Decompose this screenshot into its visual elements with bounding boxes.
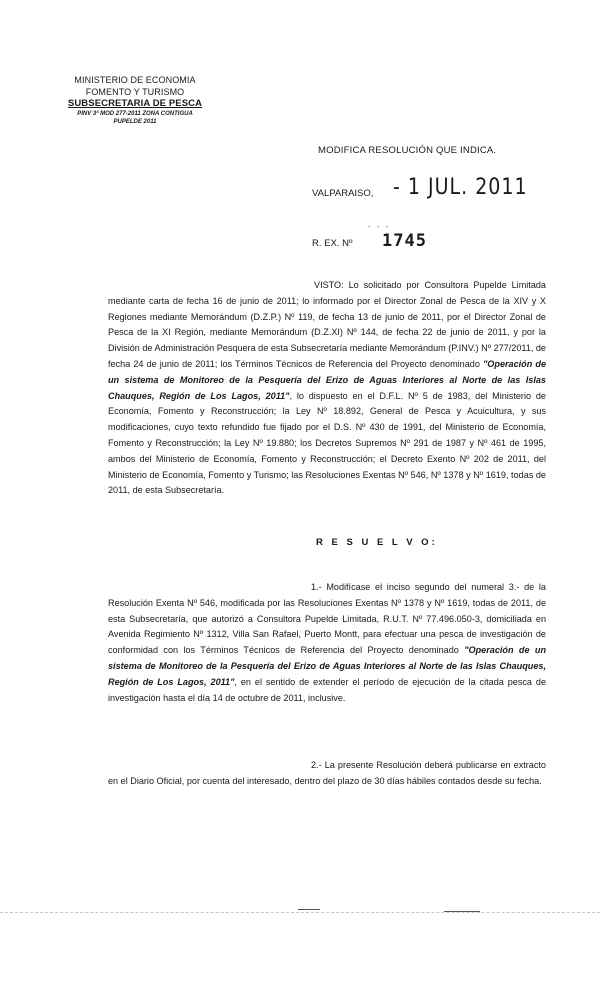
document-subject: MODIFICA RESOLUCIÓN QUE INDICA.	[318, 145, 497, 156]
point2-text: 2.- La presente Resolución deberá publicarse en extracto en el Diario Oficial, por cuenta del interesado, dentro del plazo de 30 días hábiles contados desde su fecha.	[108, 760, 546, 786]
resuelvo-heading: R E S U E L V O:	[316, 537, 438, 548]
point1-text-2: , en el sentido de extender el período de ejecución de la citada pesca de investigación hasta el día 14 de octubre de 2011, inclusive.	[108, 676, 547, 703]
reference-code: PINV 3ª MOD 277-2011 ZONA CONTIGUA	[77, 111, 193, 117]
reference-code-2: PUPELDE 2011	[113, 119, 157, 125]
date-stamp: - 1 JUL. 2011	[393, 174, 528, 200]
visto-lead: VISTO:	[314, 280, 344, 290]
point1-project-title: "Operación de un sistema de Monitoreo de la Pesquería del Erizo de Aguas Interiores al Norte de las Islas Chauques, Región de Los Lagos, 2011"	[108, 645, 546, 687]
resolution-number: 1745	[382, 231, 427, 251]
visto-project-title: "Operación de un sistema de Monitoreo de la Pesquería del Erizo de Aguas Interiores al Norte de las Islas Chauques, Región de Los Lagos, 2011"	[108, 358, 546, 401]
visto-text-1: Lo solicitado por Consultora Pupelde Limitada mediante carta de fecha 16 de junio de 2011; lo informado por el Director Zonal de Pesca de la XIV y X Regiones mediante Memorándum (D.Z.P.) Nº 119, de fecha 13 de junio de 2011, por el Director Zonal de Pesca de la XI Región, mediante Memorándum (D.Z.XI) Nº 144, de fecha 22 de junio de 2011, y por la División de Administración Pesquera de esta Subsecretaría mediante Memorándum (P.INV.) Nº 277/2011, de fecha 24 de junio de 2011; los Términos Técnicos de Referencia del Proyecto denominado	[108, 280, 546, 369]
resolution-point-2	[108, 758, 546, 790]
place-label: VALPARAISO,	[312, 188, 374, 199]
resolution-prefix: R. EX. Nº	[312, 238, 353, 249]
ministry-line: MINISTERIO DE ECONOMIA	[74, 75, 196, 85]
visto-text-2: , lo dispuesto en el D.F.L. Nº 5 de 1983, del Ministerio de Economía, Fomento y Reconstrucción; la Ley Nº 18.892, General de Pesca y Acuicultura, y sus modificaciones, cuyo texto refundido fue fijado por el D.S. Nº 430 de 1991, del Ministerio de Economía, Fomento y Reconstrucción; la Ley Nº 19.880; los Decretos Supremos Nº 291 de 1987 y Nº 461 de 1995, ambos del Ministerio de Economía, Fomento y Reconstrucción; el Decreto Exento Nº 202 de 2011, del Ministerio de Economía, Fomento y Turismo; las Resoluciones Exentas Nº 546, Nº 1378 y Nº 1619, todas de 2011, de esta Subsecretaría.	[108, 390, 546, 496]
resolution-point-1	[108, 580, 546, 706]
subsecretaria-line: SUBSECRETARIA DE PESCA	[67, 98, 203, 109]
scan-mark	[298, 909, 320, 910]
scan-fold-line	[0, 912, 600, 913]
scan-mark-2	[444, 911, 480, 912]
ministry-line-2: FOMENTO Y TURISMO	[85, 87, 185, 97]
point1-text-1: 1.- Modifícase el inciso segundo del numeral 3.- de la Resolución Exenta Nº 546, modificada por las Resoluciones Exentas Nº 1378 y Nº 1619, todas de 2011, de esta Subsecretaría, que autorizó a Consultora Pupelde Limitada, R.U.T. Nº 77.496.050-3, domiciliada en Avenida Regimiento Nº 1312, Villa San Rafael, Puerto Montt, para efectuar una pesca de investigación de conformidad con los Términos Técnicos de Referencia del Proyecto denominado	[108, 582, 546, 656]
visto-paragraph	[108, 278, 546, 499]
issuer-header	[55, 74, 215, 126]
stamp-marks: - - -	[368, 222, 391, 231]
